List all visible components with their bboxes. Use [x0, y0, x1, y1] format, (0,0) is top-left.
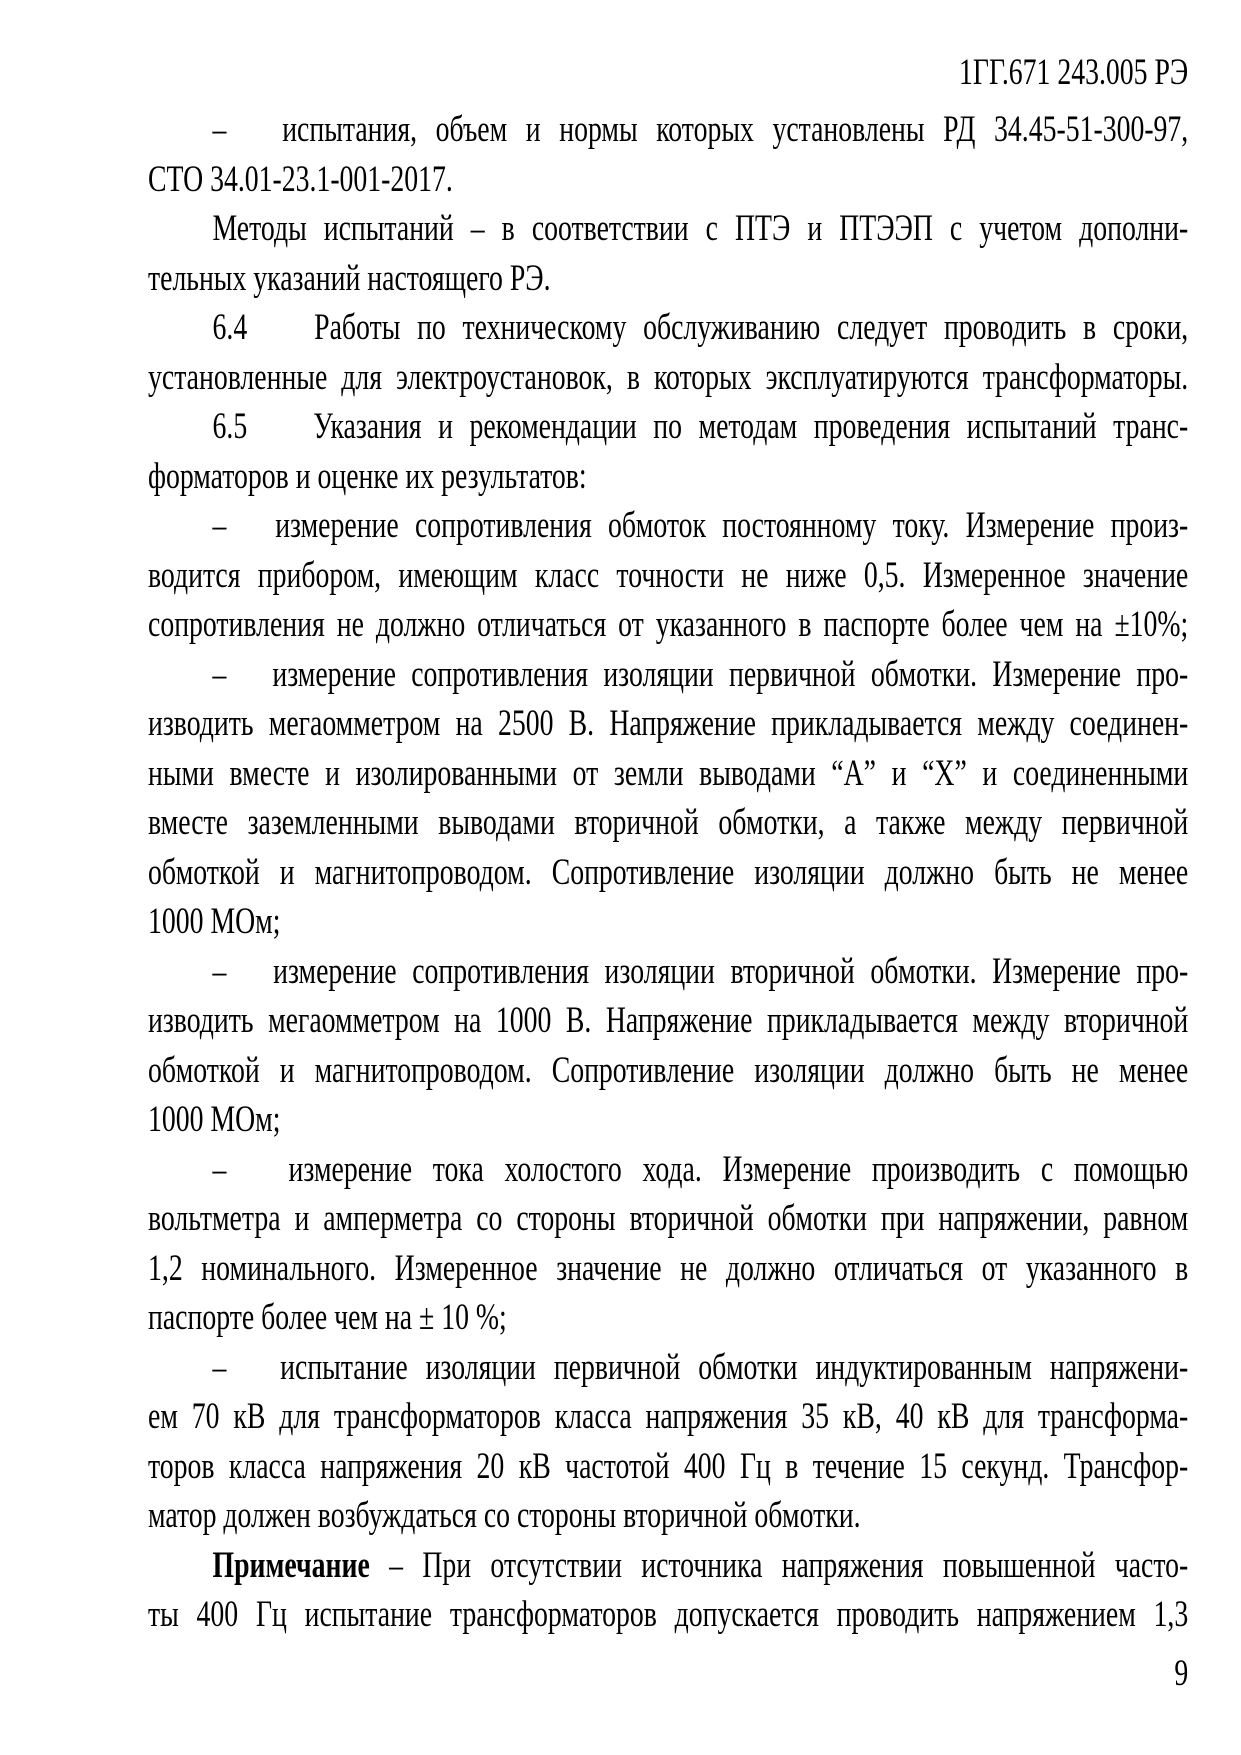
text-line [148, 155, 1188, 205]
text-line [148, 353, 1188, 403]
paragraph-7 [148, 947, 1188, 1145]
paragraph-10 [148, 1541, 1188, 1640]
text-line [148, 749, 1188, 799]
text-segment: ными вместе и изолированными от земли выводами “А” и “Х” и соединенными [148, 752, 1189, 794]
text-segment: 6.4 Работы по техническому обслуживанию следует проводить в сроки, [212, 307, 1189, 348]
text-segment: – испытание изоляции первичной обмотки индуктированным напряжени- [212, 1346, 1189, 1388]
text-line [148, 551, 1188, 601]
paragraph-6 [148, 650, 1188, 947]
text-line [148, 1392, 1188, 1442]
text-segment: 6.5 Указания и рекомендации по методам проведения испытаний транс- [212, 406, 1189, 447]
paragraph-2 [148, 204, 1188, 303]
text-line [148, 1046, 1188, 1096]
document-body [148, 105, 1188, 1640]
text-segment: 1000 МОм; [148, 1099, 281, 1140]
text-segment: сопротивления не должно отличаться от указанного в паспорте более чем на ±10%; [148, 604, 1189, 645]
text-line [148, 798, 1188, 848]
text-line [148, 947, 1188, 997]
text-segment: ты 400 Гц испытание трансформаторов допускается проводить напряжением 1,3 [148, 1594, 1189, 1635]
text-segment: паспорте более чем на ± 10 %; [148, 1297, 507, 1338]
text-segment: изводить мегаомметром на 1000 В. Напряжение прикладывается между вторичной [148, 1000, 1189, 1041]
document-code-header: 1ГГ.671 243.005 РЭ [959, 52, 1189, 93]
text-line [148, 1095, 1188, 1145]
text-segment: ем 70 кВ для трансформаторов класса напряжения 35 кВ, 40 кВ для трансформа- [148, 1396, 1189, 1437]
text-line [148, 996, 1188, 1046]
text-segment: тельных указаний настоящего РЭ. [148, 257, 551, 299]
text-segment: СТО 34.01-23.1-001-2017. [148, 158, 453, 200]
text-line [148, 204, 1188, 254]
text-segment: – При отсутствии источника напряжения повышенной часто- [369, 1544, 1189, 1586]
text-segment: форматоров и оценке их результатов: [148, 455, 587, 497]
text-line [148, 1194, 1188, 1244]
text-segment: – измерение сопротивления обмоток постоянному току. Измерение произ- [212, 505, 1189, 546]
text-segment: 1,2 номинального. Измеренное значение не должно отличаться от указанного в [148, 1247, 1189, 1289]
paragraph-9 [148, 1343, 1188, 1541]
text-segment: изводить мегаомметром на 2500 В. Напряжение прикладывается между соединен- [148, 703, 1189, 744]
text-line [148, 1541, 1188, 1591]
text-line [148, 650, 1188, 700]
text-segment: водится прибором, имеющим класс точности не ниже 0,5. Измеренное значение [148, 554, 1189, 596]
text-line [148, 254, 1188, 304]
text-segment: Методы испытаний – в соответствии с ПТЭ и ПТЭЭП с учетом дополни- [212, 208, 1189, 249]
text-segment: обмоткой и магнитопроводом. Сопротивление изоляции должно быть не менее [148, 1049, 1189, 1091]
text-segment: – испытания, объем и нормы которых установлены РД 34.45-51-300-97, [212, 109, 1189, 150]
text-segment: обмоткой и магнитопроводом. Сопротивление изоляции должно быть не менее [148, 851, 1189, 893]
text-line [148, 1293, 1188, 1343]
text-segment: 1000 МОм; [148, 901, 281, 942]
text-line [148, 897, 1188, 947]
text-line [148, 600, 1188, 650]
text-segment: матор должен возбуждаться со стороны вторичной обмотки. [148, 1495, 861, 1536]
text-segment: торов класса напряжения 20 кВ частотой 400 Гц в течение 15 секунд. Трансфор- [148, 1445, 1189, 1487]
text-segment: вместе заземленными выводами вторичной обмотки, а также между первичной [148, 802, 1189, 843]
text-segment: установленные для электроустановок, в которых эксплуатируются трансформаторы. [148, 356, 1189, 398]
text-line [148, 1145, 1188, 1195]
text-line [148, 1590, 1188, 1640]
text-line [148, 105, 1188, 155]
text-line [148, 452, 1188, 502]
text-line [148, 303, 1188, 353]
text-segment: – измерение сопротивления изоляции первичной обмотки. Измерение про- [212, 653, 1189, 695]
paragraph-8 [148, 1145, 1188, 1343]
text-line [148, 1343, 1188, 1393]
text-line [148, 1442, 1188, 1492]
paragraph-3 [148, 303, 1188, 402]
paragraph-4 [148, 402, 1188, 501]
text-line [148, 848, 1188, 898]
note-label: Примечание [212, 1544, 370, 1586]
page-number: 9 [1174, 1653, 1189, 1694]
paragraph-5 [148, 501, 1188, 650]
text-segment: вольтметра и амперметра со стороны вторичной обмотки при напряжении, равном [148, 1198, 1189, 1239]
text-line [148, 1491, 1188, 1541]
text-line [148, 699, 1188, 749]
text-line [148, 1244, 1188, 1294]
text-segment: – измерение сопротивления изоляции вторичной обмотки. Измерение про- [212, 950, 1189, 992]
text-segment: – измерение тока холостого хода. Измерение производить с помощью [212, 1148, 1189, 1190]
text-line [148, 402, 1188, 452]
text-line [148, 501, 1188, 551]
paragraph-1 [148, 105, 1188, 204]
